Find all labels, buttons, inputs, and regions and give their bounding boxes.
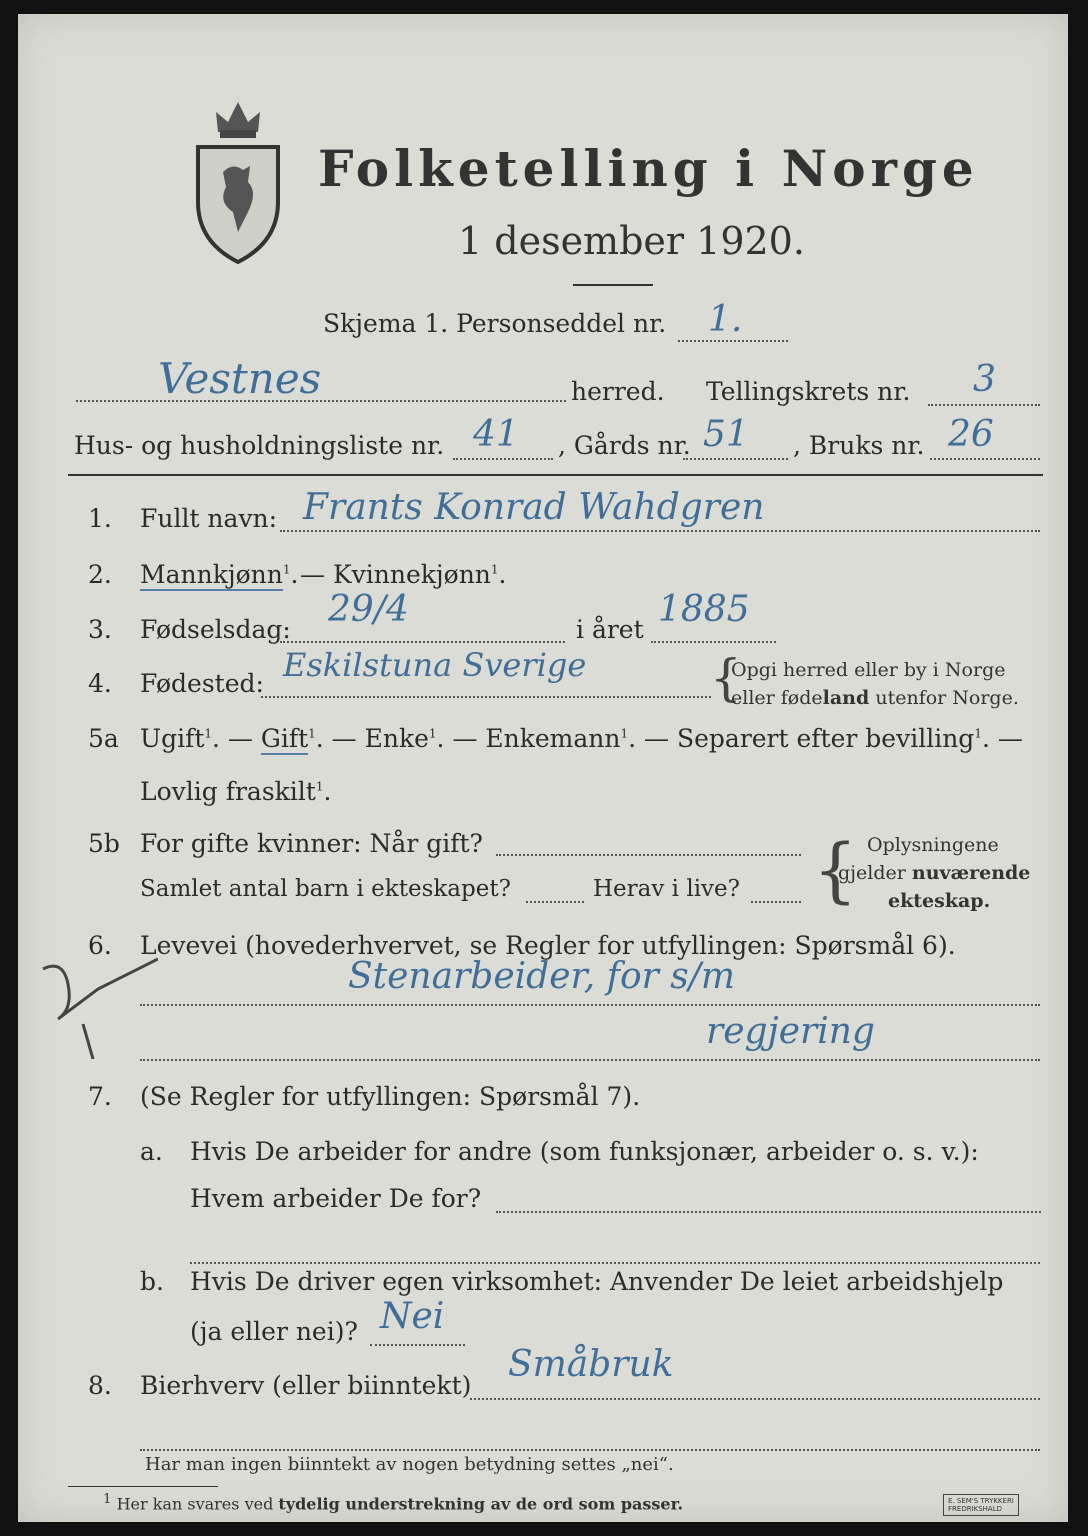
q6-number: 6. [88, 931, 112, 960]
q7-number: 7. [88, 1082, 112, 1111]
q2-option-mann-label: Mannkjønn [140, 560, 283, 589]
q7b-value: Nei [380, 1296, 445, 1337]
census-form [18, 14, 1068, 1522]
q5b-note-line2-a: gjelder [838, 862, 912, 884]
q6-value-line1: Stenarbeider, for s/m [348, 956, 736, 997]
q3-day-value: 29/4 [328, 589, 409, 630]
q4-note-line1: Opgi herred eller by i Norge [731, 659, 1006, 681]
q5b-note-line2 [838, 862, 1030, 884]
q5a-options-line2: Lovlig fraskilt$^1$. [140, 777, 332, 806]
q5b-brace: { [813, 829, 858, 911]
header-rule [68, 474, 1043, 476]
form-title: Folketelling i Norge [318, 139, 979, 198]
q5b-line2 [526, 901, 584, 903]
husholdningsliste-label: Hus- og husholdningsliste nr. [74, 431, 445, 460]
q7-label: (Se Regler for utfyllingen: Spørsmål 7). [140, 1082, 641, 1111]
footnote-text-a: Her kan svares ved [116, 1494, 279, 1514]
gards-line [683, 458, 788, 460]
gards-label: , Gårds nr. [558, 431, 691, 460]
herred-value: Vestnes [158, 354, 322, 403]
q1-number: 1. [88, 504, 112, 533]
printer-stamp [943, 1494, 1019, 1516]
q5b-label3: Herav i live? [593, 876, 740, 902]
tellingskrets-label: Tellingskrets nr. [706, 377, 911, 406]
footnote [103, 1492, 683, 1513]
footnote-marker: 1 [103, 1492, 112, 1507]
gards-value: 51 [703, 414, 749, 455]
q4-brace: { [710, 649, 742, 707]
printer-stamp-line2: FREDRIKSHALD [948, 1505, 1003, 1513]
footnote-text-b: tydelig understrekning av de ord som passer. [278, 1494, 684, 1514]
q5a-opt-separert: Separert efter bevilling [676, 724, 975, 753]
bruks-label: , Bruks nr. [793, 431, 925, 460]
bruks-line [930, 458, 1040, 460]
q5b-number: 5b [88, 829, 120, 858]
q5b-note-line2-b: nuværende [911, 862, 1031, 884]
q4-line [261, 696, 711, 698]
form-date: 1 desember 1920. [458, 219, 805, 263]
q5a-opt-enkemann: Enkemann [485, 724, 621, 753]
q7b-line [370, 1344, 465, 1346]
q4-note-line2-b: land [822, 687, 870, 709]
q7b-letter: b. [140, 1267, 164, 1296]
q1-value: Frants Konrad Wahdgren [303, 487, 765, 528]
q6-label: Levevei (hovederhvervet, se Regler for utfyllingen: Spørsmål 6). [140, 931, 956, 960]
q2-option-kvinne-label: — Kvinnekjønn [300, 560, 491, 589]
husholdningsliste-line [453, 458, 553, 460]
q8-line1 [470, 1398, 1040, 1400]
q7a-text: Hvis De arbeider for andre (som funksjonær, arbeider o. s. v.): [190, 1137, 979, 1166]
q8-number: 8. [88, 1371, 112, 1400]
q6-value-line2: regjering [706, 1011, 875, 1052]
q5a-opt-ugift: Ugift [140, 724, 205, 753]
q3-year-line [651, 641, 776, 643]
q8-label: Bierhverv (eller biinntekt) [140, 1371, 472, 1400]
q7b-question: (ja eller nei)? [190, 1317, 358, 1346]
herred-label: herred. [571, 377, 665, 406]
footnote-rule [68, 1486, 218, 1487]
tellingskrets-line [928, 404, 1040, 406]
q2-number: 2. [88, 560, 112, 589]
q5b-line1 [496, 854, 801, 856]
q7a-line2 [190, 1262, 1040, 1264]
q4-note-line2 [731, 687, 1019, 709]
printer-stamp-line1: E. SEM'S TRYKKERI [948, 1497, 1014, 1505]
q4-value: Eskilstuna Sverige [283, 646, 587, 684]
q3-day-line [280, 641, 565, 643]
q5b-line3 [751, 901, 801, 903]
q5a-opt-fraskilt: Lovlig fraskilt [140, 777, 316, 806]
q5a-options-line1: Ugift$^1$. — Gift$^1$. — Enke$^1$. — Enkemann$^1$. — Separert efter bevilling$^1$. — [140, 724, 1023, 753]
personseddel-line [678, 340, 788, 342]
q5a-opt-enke: Enke [364, 724, 429, 753]
norway-coat-of-arms-icon [188, 92, 288, 271]
personseddel-value: 1. [708, 299, 743, 340]
q5b-note-line3: ekteskap. [888, 890, 991, 912]
q3-year-value: 1885 [658, 589, 750, 630]
q4-note-line2-a: eller føde [731, 687, 823, 709]
q2-option-mann: Mannkjønn$^1$. [140, 560, 299, 589]
q5a-opt-gift: Gift [260, 724, 309, 753]
q6-line1 [140, 1004, 1040, 1006]
bruks-value: 26 [948, 414, 994, 455]
margin-check-mark-icon [38, 949, 158, 1063]
q6-line2 [140, 1059, 1040, 1061]
q3-year-label: i året [576, 615, 644, 644]
q5a-number: 5a [88, 724, 119, 753]
tellingskrets-value: 3 [973, 359, 996, 400]
q8-line2 [140, 1449, 1040, 1451]
q5b-label1: For gifte kvinner: Når gift? [140, 829, 483, 858]
schema-label: Skjema 1. Personseddel nr. [323, 309, 667, 338]
q4-number: 4. [88, 669, 112, 698]
q1-line [280, 530, 1040, 532]
q1-label: Fullt navn: [140, 504, 278, 533]
q7a-letter: a. [140, 1137, 163, 1166]
q4-note-line2-c: utenfor Norge. [869, 687, 1019, 709]
q7b-text: Hvis De driver egen virksomhet: Anvender De leiet arbeidshjelp [190, 1267, 1004, 1296]
q5b-label2: Samlet antal barn i ekteskapet? [140, 876, 511, 902]
title-divider [573, 284, 653, 286]
q7a-question: Hvem arbeider De for? [190, 1184, 482, 1213]
husholdningsliste-value: 41 [473, 414, 519, 455]
q2-option-kvinne: — Kvinnekjønn$^1$. [300, 560, 507, 589]
q7a-line1 [496, 1211, 1041, 1213]
q4-label: Fødested: [140, 669, 264, 698]
q8-value: Småbruk [508, 1344, 674, 1385]
q8-note: Har man ingen biinntekt av nogen betydning settes „nei“. [145, 1454, 674, 1475]
q3-label: Fødselsdag: [140, 615, 291, 644]
q3-number: 3. [88, 615, 112, 644]
q5b-note-line1: Oplysningene [867, 834, 999, 856]
